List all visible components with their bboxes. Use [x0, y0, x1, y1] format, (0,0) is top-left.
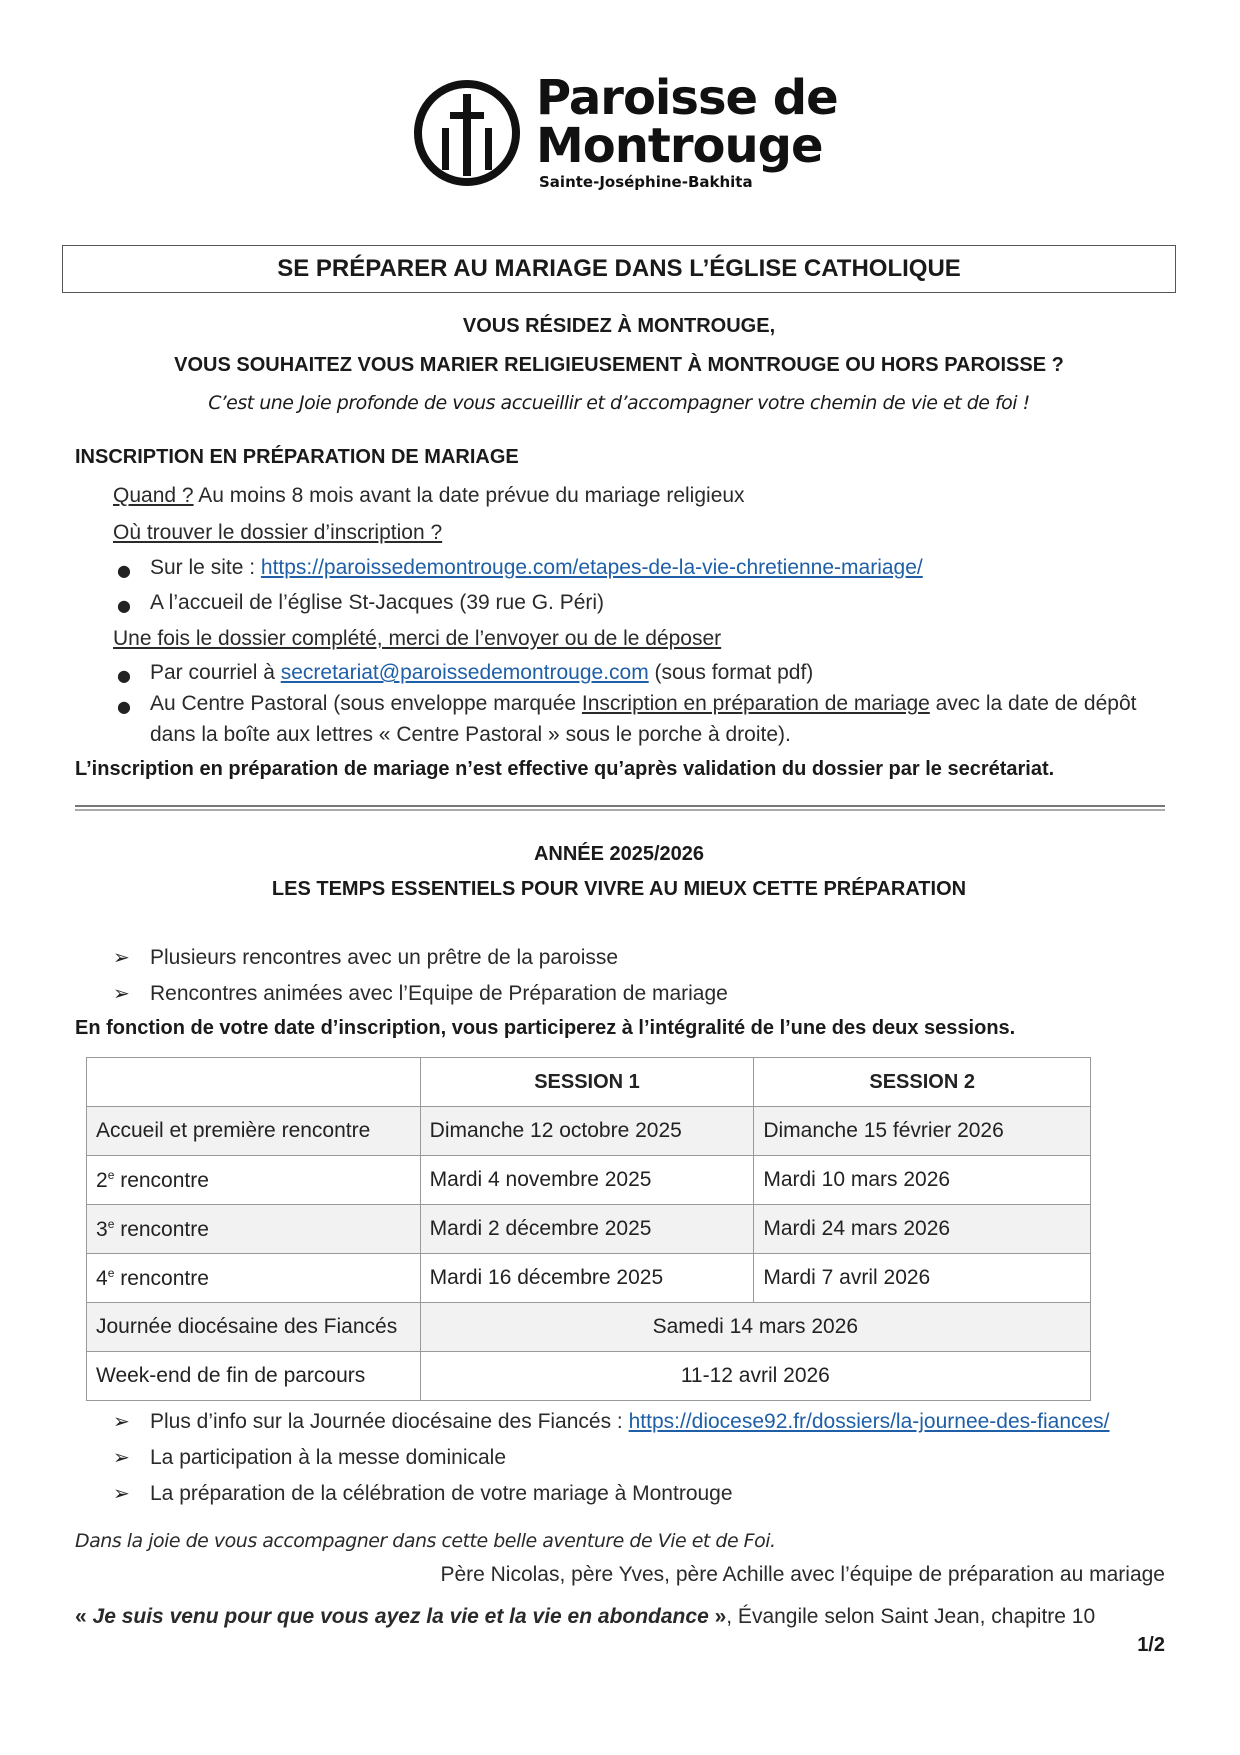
- table-cell: 11-12 avril 2026: [420, 1352, 1090, 1401]
- table-cell: Mardi 16 décembre 2025: [420, 1254, 754, 1303]
- table-header-row: [87, 1058, 1091, 1107]
- messe-line: La participation à la messe dominicale: [150, 1446, 507, 1469]
- inscription-note: L’inscription en préparation de mariage n’est effective qu’après validation du dossier par le secrétariat.: [75, 758, 1055, 780]
- section-divider: [75, 805, 1165, 811]
- where-label: Où trouver le dossier d’inscription ?: [113, 521, 443, 544]
- table-row: [87, 1156, 1091, 1205]
- centre-underlined: Inscription en préparation de mariage: [581, 692, 930, 715]
- accueil-line: A l’accueil de l’église St-Jacques (39 rue G. Péri): [150, 591, 605, 614]
- table-header-cell: [87, 1058, 421, 1107]
- sessions-table: [86, 1057, 1091, 1401]
- church-cross-icon: [412, 78, 522, 188]
- inscription-heading: INSCRIPTION EN PRÉPARATION DE MARIAGE: [75, 446, 519, 468]
- intro-line-1: VOUS RÉSIDEZ À MONTROUGE,: [462, 315, 776, 337]
- table-cell: Week-end de fin de parcours: [87, 1352, 421, 1401]
- table-row: [87, 1107, 1091, 1156]
- essential-item: Rencontres animées avec l’Equipe de Préparation de mariage: [150, 982, 728, 1005]
- intro-tagline: C’est une Joie profonde de vous accueillir et d’accompagner votre chemin de vie et de foi !: [208, 392, 1030, 414]
- when-text: Au moins 8 mois avant la date prévue du mariage religieux: [193, 484, 745, 507]
- ordinal-number: 3: [96, 1217, 108, 1241]
- bullet-icon: ●: [117, 666, 131, 685]
- table-cell: Mardi 4 novembre 2025: [420, 1156, 754, 1205]
- centre-prefix: Au Centre Pastoral (sous enveloppe marquée: [150, 692, 582, 715]
- bullet-icon: ●: [117, 697, 131, 716]
- quote-close: »: [708, 1605, 727, 1628]
- table-cell: Journée diocésaine des Fiancés: [87, 1303, 421, 1352]
- table-cell: Mardi 2 décembre 2025: [420, 1205, 754, 1254]
- table-cell: Mardi 10 mars 2026: [754, 1156, 1091, 1205]
- more-info-prefix: Plus d’info sur la Journée diocésaine des Fiancés :: [150, 1410, 629, 1433]
- more-info-line: [150, 1410, 1110, 1434]
- celebration-line: La préparation de la célébration de votre mariage à Montrouge: [150, 1482, 733, 1505]
- centre-line-2: dans la boîte aux lettres « Centre Pastoral » sous le porche à droite).: [150, 723, 791, 746]
- centre-suffix: avec la date de dépôt: [929, 692, 1137, 715]
- ordinal-number: 2: [96, 1168, 108, 1192]
- arrow-bullet-icon: ➢: [113, 981, 130, 1005]
- arrow-bullet-icon: ➢: [113, 945, 130, 969]
- logo-line-3: Sainte-Joséphine-Bakhita: [539, 173, 753, 191]
- table-cell: [87, 1254, 421, 1303]
- send-label: Une fois le dossier complété, merci de l’envoyer ou de le déposer: [113, 627, 722, 650]
- bullet-icon: ●: [117, 596, 131, 615]
- email-prefix: Par courriel à: [150, 661, 281, 684]
- page-title: SE PRÉPARER AU MARIAGE DANS L’ÉGLISE CATHOLIQUE: [62, 245, 1176, 293]
- centre-line: [150, 692, 1136, 716]
- table-cell: Samedi 14 mars 2026: [420, 1303, 1090, 1352]
- arrow-bullet-icon: ➢: [113, 1409, 130, 1433]
- logo-line-2: Montrouge: [536, 118, 823, 174]
- diocese-link[interactable]: https://diocese92.fr/dossiers/la-journee-des-fiances/: [628, 1410, 1110, 1433]
- site-line: [150, 556, 923, 580]
- row-label-rest: rencontre: [114, 1168, 209, 1192]
- quote-open: «: [75, 1605, 93, 1628]
- table-cell: Mardi 7 avril 2026: [754, 1254, 1091, 1303]
- closing-italic: Dans la joie de vous accompagner dans cette belle aventure de Vie et de Foi.: [75, 1530, 776, 1552]
- email-link[interactable]: secretariat@paroissedemontrouge.com: [280, 661, 649, 684]
- annee-line-1: ANNÉE 2025/2026: [533, 843, 705, 865]
- ordinal-suffix: e: [107, 1216, 115, 1231]
- table-row: [87, 1254, 1091, 1303]
- annee-line-2: LES TEMPS ESSENTIELS POUR VIVRE AU MIEUX CETTE PRÉPARATION: [271, 878, 967, 900]
- table-cell: [87, 1205, 421, 1254]
- quote-text: Je suis venu pour que vous ayez la vie et la vie en abondance: [92, 1605, 709, 1628]
- email-line: [150, 661, 813, 685]
- table-row: [87, 1303, 1091, 1352]
- table-cell: Accueil et première rencontre: [87, 1107, 421, 1156]
- ordinal-suffix: e: [107, 1265, 115, 1280]
- table-cell: Dimanche 15 février 2026: [754, 1107, 1091, 1156]
- email-suffix: (sous format pdf): [648, 661, 814, 684]
- site-link[interactable]: https://paroissedemontrouge.com/etapes-de-la-vie-chretienne-mariage/: [260, 556, 923, 579]
- bullet-icon: ●: [117, 561, 131, 580]
- ordinal-suffix: e: [107, 1167, 115, 1182]
- site-prefix: Sur le site :: [150, 556, 261, 579]
- arrow-bullet-icon: ➢: [113, 1445, 130, 1469]
- row-label-rest: rencontre: [114, 1266, 209, 1290]
- when-label: Quand ?: [113, 484, 194, 507]
- quote-ref: , Évangile selon Saint Jean, chapitre 10: [726, 1605, 1096, 1628]
- table-cell: [87, 1156, 421, 1205]
- parish-logo: [412, 70, 872, 195]
- essential-item: Plusieurs rencontres avec un prêtre de la paroisse: [150, 946, 619, 969]
- gospel-quote: [75, 1605, 1095, 1629]
- table-cell: Dimanche 12 octobre 2025: [420, 1107, 754, 1156]
- row-label-rest: rencontre: [114, 1217, 209, 1241]
- table-header-cell: SESSION 1: [420, 1058, 754, 1107]
- ordinal-number: 4: [96, 1266, 108, 1290]
- intro-line-2: VOUS SOUHAITEZ VOUS MARIER RELIGIEUSEMENT À MONTROUGE OU HORS PAROISSE ?: [174, 354, 1064, 376]
- table-header-cell: SESSION 2: [754, 1058, 1091, 1107]
- arrow-bullet-icon: ➢: [113, 1481, 130, 1505]
- page-number: 1/2: [1137, 1634, 1165, 1656]
- table-row: [87, 1205, 1091, 1254]
- signature: Père Nicolas, père Yves, père Achille avec l’équipe de préparation au mariage: [440, 1563, 1165, 1586]
- logo-line-1: Paroisse de: [536, 70, 838, 126]
- table-row: [87, 1352, 1091, 1401]
- table-cell: Mardi 24 mars 2026: [754, 1205, 1091, 1254]
- sessions-note: En fonction de votre date d’inscription, vous participerez à l’intégralité de l’une des deux sessions.: [75, 1017, 1016, 1039]
- when-line: [113, 484, 745, 508]
